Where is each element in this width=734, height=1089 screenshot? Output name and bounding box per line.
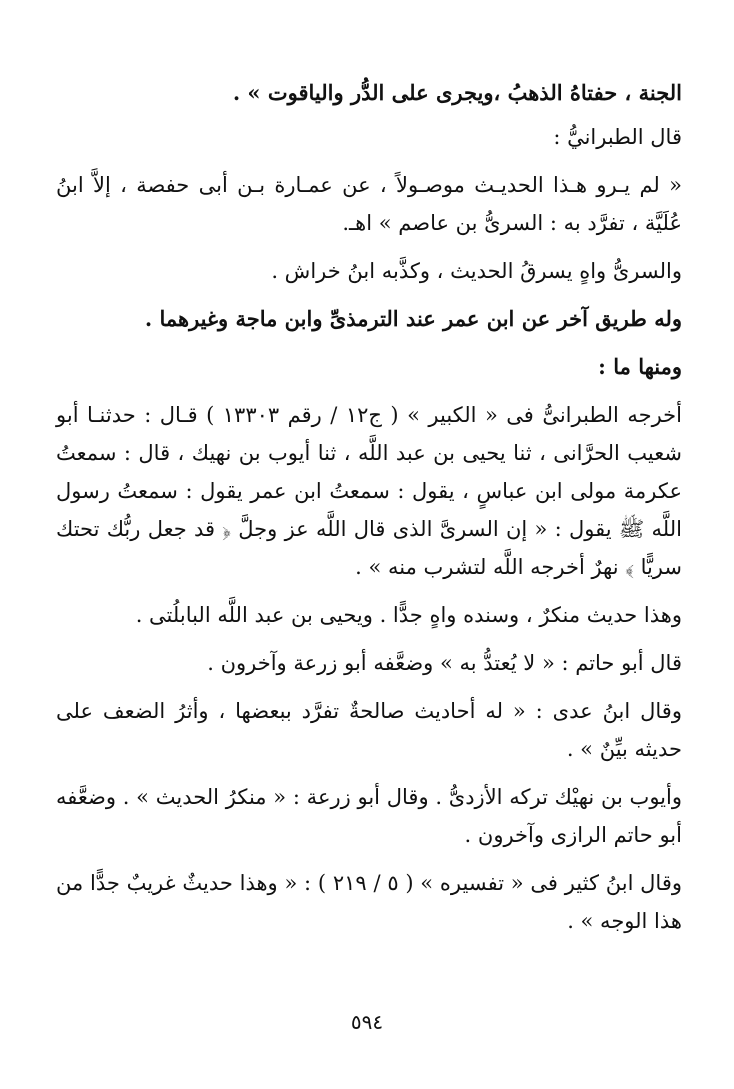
paragraph-5: وله طريق آخر عن ابن عمر عند الترمذىِّ وابن ماجة وغيرهما . <box>144 306 682 331</box>
paragraph-8: وهذا حديث منكرٌ ، وسنده واهٍ جدًّا . ويحيى بن عبد اللَّه البابلُتى . <box>135 603 682 627</box>
paragraph-9: قال أبو حاتم : « لا يُعتدُّ به » وضعَّفه أبو زرعة وآخرون . <box>207 651 682 675</box>
paragraph-4: والسرىُّ واهٍ يسرقُ الحديث ، وكذَّبه ابنُ خراش . <box>271 259 682 283</box>
paragraph-7: أخرجه الطبرانىُّ فى « الكبير » ( ج١٢ / رقم ١٣٣٠٣ ) قـال : حدثنـا أبو شعيب الحرَّانى ، ثنا يحيى بن عبد اللَّه ، ثنا أيوب بن نهيك ، قال : سمعتُ عكرمة مولى ابن عباسٍ ، يقول : سمعتُ ابن عمر يقول : سمعتُ رسول اللَّه ﷺ يقول : « إن السرىَّ الذى قال اللَّه عز وجلَّ ﴿ قد جعل ربُّك تحتك سريًّا ﴾ نهرٌ أخرجه اللَّه لتشرب منه » . <box>56 403 682 579</box>
page-number: ٥٩٤ <box>350 1010 384 1034</box>
paragraph-12: وقال ابنُ كثير فى « تفسيره » ( ٥ / ٢١٩ ) : « وهذا حديثٌ غريبٌ جدًّا من هذا الوجه » . <box>56 871 682 933</box>
paragraph-2: قال الطبرانيُّ : <box>553 125 682 149</box>
paragraph-3: « لم يـرو هـذا الحديـث موصـولاً ، عن عمـارة بـن أبى حفصة ، إلاَّ ابنُ عُلَيَّة ، تفرَّد به : السرىُّ بن عاصم » اهـ. <box>56 173 682 235</box>
paragraph-11: وأيوب بن نهيْك تركه الأزدىُّ . وقال أبو زرعة : « منكرُ الحديث » . وضعَّفه أبو حاتم الرازى وآخرون . <box>56 785 682 847</box>
paragraph-10: وقال ابنُ عدى : « له أحاديث صالحةٌ تفرَّد ببعضها ، وأثرُ الضعف على حديثه بيِّنٌ » . <box>56 699 682 761</box>
section-heading: ومنها ما : <box>598 354 682 379</box>
paragraph-1: الجنة ، حفتاهُ الذهبُ ،ويجرى على الدُّر والياقوت » . <box>232 80 682 105</box>
